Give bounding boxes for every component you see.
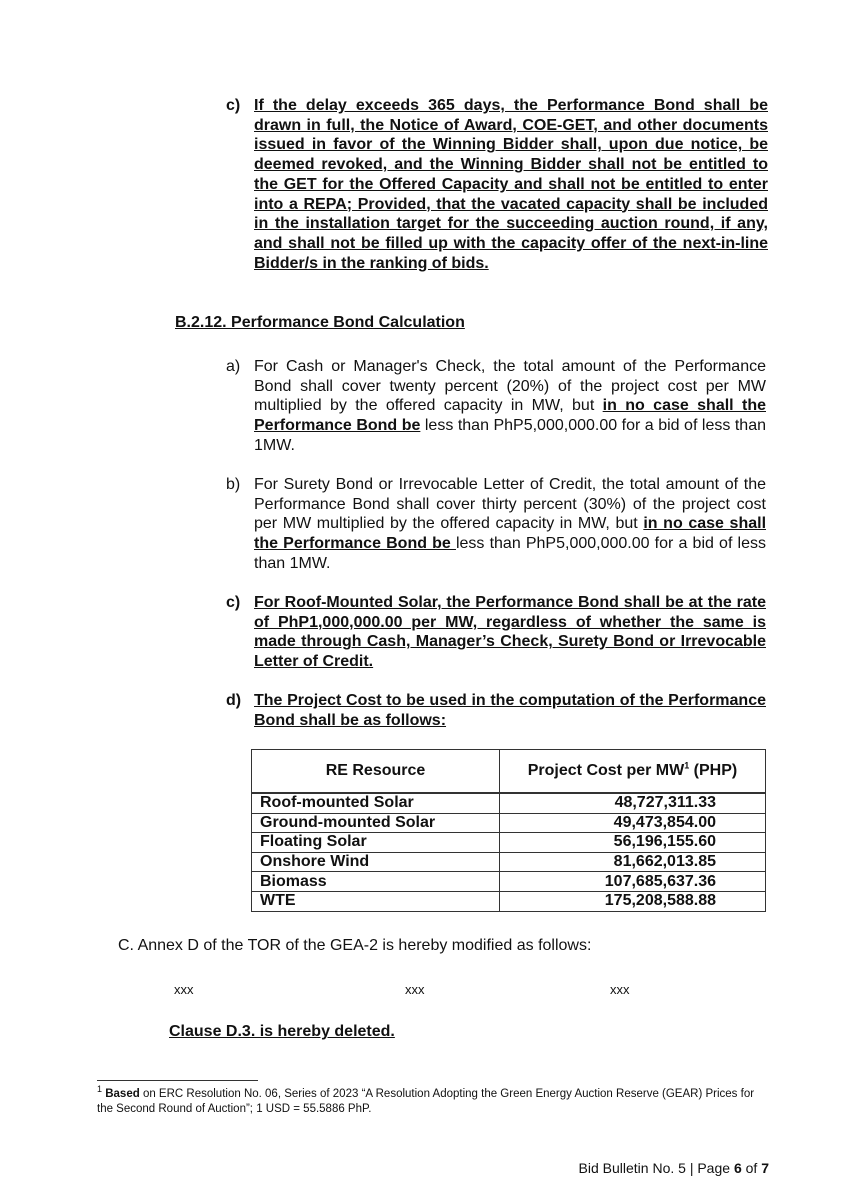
- table-row: [252, 813, 766, 833]
- column-header-resource: RE Resource: [252, 750, 500, 794]
- separator-xxx: xxx: [610, 982, 630, 997]
- footnote-number: 1: [97, 1084, 103, 1095]
- table-header-row: [252, 750, 766, 794]
- cell-resource: Onshore Wind: [252, 852, 500, 872]
- item-text: For Roof-Mounted Solar, the Performance Bond shall be at the rate of PhP1,000,000.00 per MW, regardless of whether the same is made through Cash, Manager’s Check, Surety Bond or Irrevocable Letter of Credit.: [254, 594, 766, 671]
- list-item-a-cash: [226, 357, 766, 457]
- item-label: d): [226, 692, 242, 709]
- cell-cost: 48,727,311.33: [500, 793, 766, 813]
- table-row: [252, 793, 766, 813]
- cell-cost: 56,196,155.60: [500, 833, 766, 853]
- section-heading: B.2.12. Performance Bond Calculation: [175, 314, 465, 331]
- footnote: [97, 1084, 771, 1117]
- item-text-plain: less than PhP5,000,000.00 for a bid of less than 1MW.: [254, 535, 766, 572]
- clause-deleted-text: Clause D.3. is hereby deleted.: [169, 1023, 395, 1040]
- cell-resource: Roof-mounted Solar: [252, 793, 500, 813]
- list-item-c-delay: [226, 96, 768, 296]
- list-item-b-surety: [226, 475, 766, 575]
- footnote-lead: Based: [105, 1088, 140, 1100]
- table-row: [252, 852, 766, 872]
- cell-resource: Ground-mounted Solar: [252, 813, 500, 833]
- column-header-cost: [500, 750, 766, 794]
- cell-resource: Biomass: [252, 872, 500, 892]
- project-cost-table: [251, 749, 766, 912]
- item-label: c): [226, 97, 241, 114]
- item-text: The Project Cost to be used in the computation of the Performance Bond shall be as follows:: [254, 692, 766, 729]
- table-row: [252, 891, 766, 911]
- footer-of: of: [741, 1160, 762, 1176]
- item-text-emphasis: in no case shall the Performance Bond be: [254, 397, 766, 435]
- list-item-d-project-cost: [226, 691, 766, 731]
- cell-cost: 107,685,637.36: [500, 872, 766, 892]
- annex-modification-text: C. Annex D of the TOR of the GEA-2 is hereby modified as follows:: [118, 937, 592, 954]
- item-text: [254, 475, 766, 574]
- footer-prefix: Bid Bulletin No. 5 | Page: [578, 1160, 734, 1176]
- item-label: c): [226, 594, 241, 611]
- item-label: b): [226, 476, 241, 493]
- cell-resource: Floating Solar: [252, 833, 500, 853]
- footnote-ref: 1: [684, 760, 690, 771]
- footnote-text: on ERC Resolution No. 06, Series of 2023 “A Resolution Adopting the Green Energy Auction Reserve (GEAR) Prices for the Second Round of Auction”; 1 USD = 55.5886 PhP.: [97, 1088, 755, 1115]
- item-text-plain: less than PhP5,000,000.00 for a bid of less than 1MW.: [254, 417, 766, 454]
- separator-xxx: xxx: [405, 982, 425, 997]
- item-label: a): [226, 358, 241, 375]
- item-text-emphasis: in no case shall the Performance Bond be: [254, 515, 767, 553]
- item-text: If the delay exceeds 365 days, the Performance Bond shall be drawn in full, the Notice of Award, COE-GET, and other documents issued in favor of the Winning Bidder shall, upon due notice, be deemed revoked, and the Winning Bidder shall not be entitled to the GET for the Offered Capacity and shall not be entitled to enter into a REPA; Provided, that the vacated capacity shall be included in the installation target for the succeeding auction round, if any, and shall not be filled up with the capacity offer of the next-in-line Bidder/s in the ranking of bids.: [254, 97, 768, 272]
- page-total: 7: [761, 1160, 769, 1176]
- table-row: [252, 833, 766, 853]
- page-footer: [579, 1160, 769, 1176]
- list-item-c-roof-solar: [226, 593, 766, 673]
- item-text-plain: For Surety Bond or Irrevocable Letter of Credit, the total amount of the Performance Bond shall cover thirty percent (30%) of the project cost per MW multiplied by the offered capacity in MW, but: [254, 476, 766, 533]
- header-cost-text: Project Cost per MW: [527, 762, 685, 779]
- header-cost-unit: (PHP): [689, 762, 738, 779]
- item-text: [254, 357, 766, 456]
- item-text-plain: For Cash or Manager's Check, the total amount of the Performance Bond shall cover twenty percent (20%) of the project cost per MW multiplied by the offered capacity in MW, but: [254, 358, 766, 415]
- cell-cost: 49,473,854.00: [500, 813, 766, 833]
- separator-xxx: xxx: [174, 982, 194, 997]
- cell-cost: 175,208,588.88: [500, 891, 766, 911]
- cell-resource: WTE: [252, 891, 500, 911]
- page-number: 6: [733, 1160, 742, 1176]
- cell-cost: 81,662,013.85: [500, 852, 766, 872]
- footnote-divider: [97, 1080, 258, 1081]
- table-row: [252, 872, 766, 892]
